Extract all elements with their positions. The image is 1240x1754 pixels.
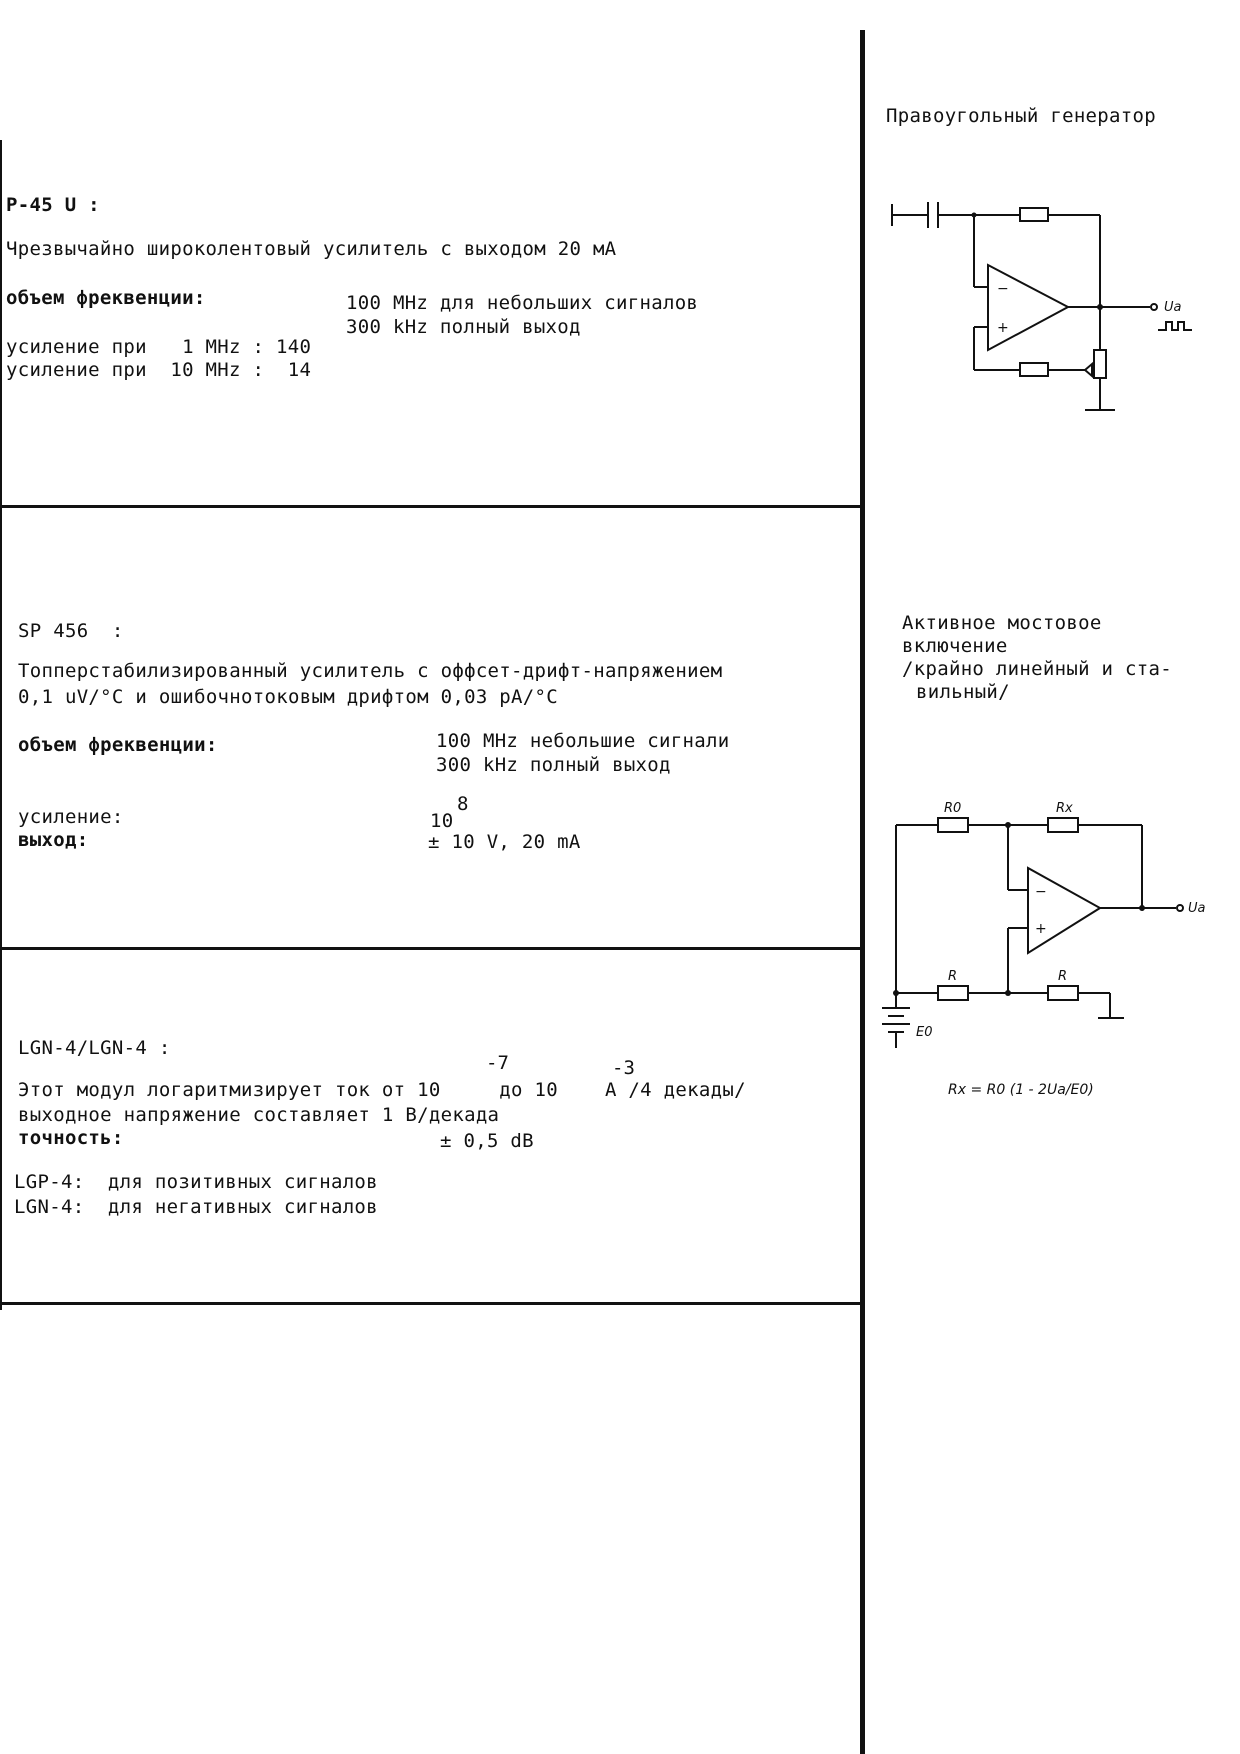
bridge-formula: Rx = R0 (1 - 2Ua/E0) bbox=[948, 1082, 1094, 1098]
generator-title: Правоугольный генератор bbox=[886, 105, 1156, 127]
bridge-r-label-2: R bbox=[1058, 969, 1068, 984]
section3-lgn-line: LGN-4: для негативных сигналов bbox=[14, 1196, 378, 1218]
section1-gain-1: усиление при 1 MHz : 140 bbox=[6, 336, 312, 358]
section3-description-2: выходное напряжение составляет 1 В/декада bbox=[18, 1104, 500, 1126]
bridge-r-label-1: R bbox=[948, 969, 958, 984]
section3-title: LGN-4/LGN-4 : bbox=[18, 1037, 171, 1059]
section3-exponent-1: -7 bbox=[486, 1052, 509, 1074]
section1-title: P-45 U : bbox=[6, 194, 100, 216]
bridge-title-4: вильный/ bbox=[916, 681, 1010, 703]
bridge-e0-label: E0 bbox=[916, 1025, 933, 1040]
bridge-output-label: Ua bbox=[1188, 901, 1206, 916]
section2-freq-label: объем фреквенции: bbox=[18, 734, 218, 756]
section3-description-1: Этот модул логаритмизирует ток от 10 до 10 A /4 декады/ bbox=[18, 1079, 746, 1101]
active-bridge-circuit bbox=[880, 790, 1210, 1120]
svg-text:+: + bbox=[1035, 921, 1047, 937]
section2-freq-value-1: 100 MHz небольшие сигнали bbox=[436, 730, 730, 752]
section-divider-1 bbox=[0, 505, 862, 508]
section-divider-3 bbox=[0, 1302, 862, 1305]
section3-accuracy-value: ± 0,5 dB bbox=[440, 1130, 534, 1152]
svg-text:−: − bbox=[1035, 884, 1047, 900]
section2-freq-value-2: 300 kHz полный выход bbox=[436, 754, 671, 776]
bridge-rx-label: Rx bbox=[1056, 801, 1073, 816]
generator-output-label: Ua bbox=[1164, 300, 1182, 315]
left-margin-line bbox=[0, 140, 2, 1310]
section2-gain-exponent: 8 bbox=[457, 793, 469, 815]
section1-description: Чрезвычайно широколентовый усилитель с выходом 20 мА bbox=[6, 238, 617, 260]
section1-gain-2: усиление при 10 MHz : 14 bbox=[6, 359, 312, 381]
section2-gain-label: усиление: bbox=[18, 806, 124, 828]
section2-output-label: выход: bbox=[18, 829, 89, 851]
section1-freq-value-2: 300 kHz полный выход bbox=[346, 316, 581, 338]
svg-text:−: − bbox=[997, 281, 1009, 297]
section1-freq-label: объем фреквенции: bbox=[6, 287, 206, 309]
square-wave-generator-circuit bbox=[880, 190, 1210, 430]
section2-description-1: Топперстабилизированный усилитель с оффсет-дрифт-напряжением bbox=[18, 660, 723, 682]
section2-title: SP 456 : bbox=[18, 620, 124, 642]
svg-text:+: + bbox=[997, 320, 1009, 336]
section2-output-value: ± 10 V, 20 mA bbox=[428, 831, 581, 853]
bridge-r0-label: R0 bbox=[944, 801, 962, 816]
section3-exponent-2: -3 bbox=[612, 1057, 635, 1079]
section2-gain-value: 10 bbox=[430, 810, 454, 832]
bridge-title-3: /крайно линейный и ста- bbox=[902, 658, 1172, 680]
section1-freq-value-1: 100 MHz для небольших сигналов bbox=[346, 292, 699, 314]
section2-description-2: 0,1 uV/°C и ошибочнотоковым дрифтом 0,03 pA/°C bbox=[18, 686, 558, 708]
bridge-title-2: включение bbox=[902, 635, 1008, 657]
bridge-title-1: Активное мостовое bbox=[902, 612, 1102, 634]
column-divider bbox=[860, 30, 865, 1754]
section3-lgp-line: LGP-4: для позитивных сигналов bbox=[14, 1171, 378, 1193]
section-divider-2 bbox=[0, 947, 862, 950]
section3-accuracy-label: точность: bbox=[18, 1127, 124, 1149]
